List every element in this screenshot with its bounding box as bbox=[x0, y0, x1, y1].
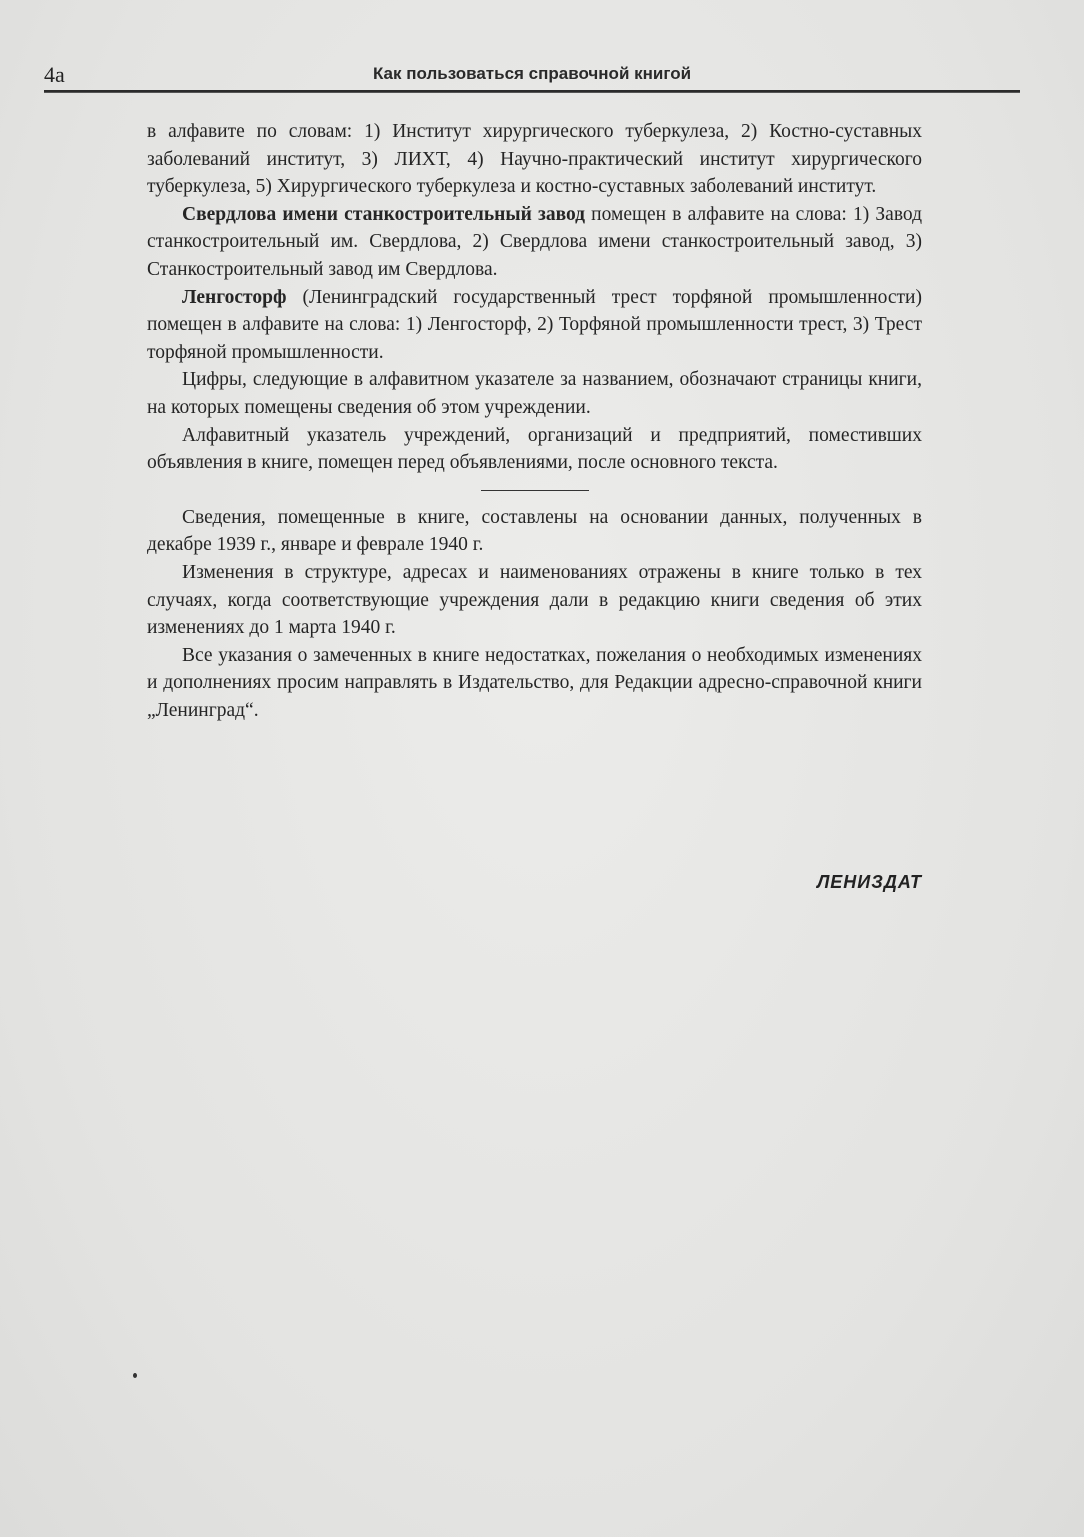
paragraph-changes: Изменения в структуре, адресах и наименованиях отражены в книге только в тех случаях, когда соответствующие учреждения дали в редакцию книги сведения об этих изменениях до 1 марта 1940 г. bbox=[147, 561, 922, 639]
term-lengostorf: Ленгосторф bbox=[182, 286, 287, 308]
paragraph-feedback: Все указания о замеченных в книге недостатках, пожелания о необходимых изменениях и дополнениях просим направлять в Издательство, для Редакции адресно-справочной книги „Ленинград“. bbox=[147, 644, 922, 721]
paragraph-numbers: Цифры, следующие в алфавитном указателе за названием, обозначают страницы книги, на которых помещены сведения об этом учреждении. bbox=[147, 369, 922, 418]
print-speck bbox=[133, 1373, 137, 1378]
header-rule bbox=[44, 90, 1020, 93]
section-separator bbox=[481, 490, 589, 491]
term-sverdlov: Свердлова имени станкостроительный завод bbox=[182, 203, 586, 225]
paragraph-lengostorf-text: (Ленинградский государственный трест торфяной промышленности) помещен в алфавите на слова: 1) Ленгосторф, 2) Торфяной промышленности трест, 3) Трест торфяной промышленности. bbox=[147, 286, 922, 363]
paragraph-sverdlov bbox=[147, 201, 922, 284]
running-head bbox=[44, 62, 1020, 90]
paragraph-lengostorf bbox=[147, 284, 922, 367]
body-text bbox=[147, 118, 922, 724]
paragraph-sources: Сведения, помещенные в книге, составлены на основании данных, полученных в декабре 1939 г., январе и феврале 1940 г. bbox=[147, 506, 922, 556]
page-number: 4a bbox=[44, 62, 65, 87]
paragraph-index: Алфавитный указатель учреждений, организаций и предприятий, поместивших объявления в книге, помещен перед объявлениями, после основного текста. bbox=[147, 424, 922, 474]
paragraph-sverdlov-text: помещен в алфавите на слова: 1) Завод станкостроительный им. Свердлова, 2) Свердлова имени станкостроительный завод, 3) Станкостроительный завод им Свердлова. bbox=[147, 203, 923, 280]
paragraph-continuation: в алфавите по словам: 1) Институт хирургического туберкулеза, 2) Костно-суставных заболеваний институт, 3) ЛИХТ, 4) Научно-практический институт хирургического туберкулеза, 5) Хирургического туберкулеза и костно-суставных заболеваний институт. bbox=[147, 121, 922, 198]
publisher-signature: ЛЕНИЗДАТ bbox=[816, 872, 922, 892]
running-title: Как пользоваться справочной книгой bbox=[372, 64, 692, 83]
